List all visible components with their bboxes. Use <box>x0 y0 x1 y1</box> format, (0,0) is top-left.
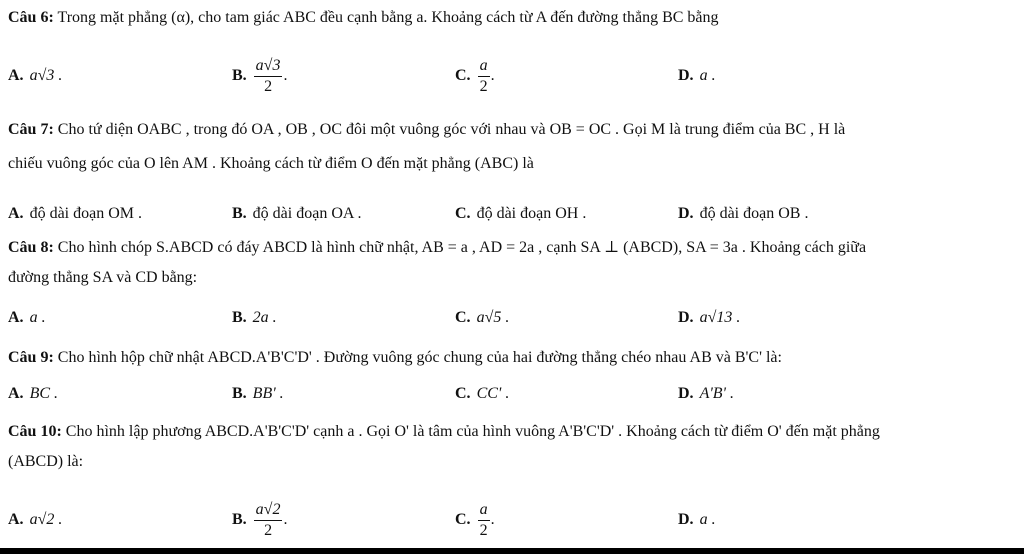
question-10-stem-line-2 <box>8 452 83 472</box>
question-9-options <box>8 374 1018 414</box>
question-10-option-b[interactable]: B. $\frac{a√2}{2}$ . <box>232 500 288 539</box>
question-8-label: Câu 8: <box>8 239 54 256</box>
question-6-text: Trong mặt phẳng (α), cho tam giác ABC đều cạnh bằng a. Khoảng cách từ A đến đường thẳng BC bằng <box>53 9 719 26</box>
question-7-option-c[interactable]: C. độ dài đoạn OH . <box>455 205 587 222</box>
question-7-options <box>8 194 1018 234</box>
question-8-option-a[interactable]: A. a . <box>8 309 46 326</box>
question-6-option-b[interactable]: B. $\frac{a√3}{2}$ . <box>232 56 288 95</box>
question-6-option-a[interactable]: A. a√3 . <box>8 67 63 84</box>
question-7-text-2: chiếu vuông góc của O lên AM . Khoảng cách từ điểm O đến mặt phẳng (ABC) là <box>8 155 534 172</box>
question-7-label: Câu 7: <box>8 121 54 138</box>
fraction: $\frac{a√3}{2}$ <box>255 56 281 95</box>
question-9-stem <box>8 348 782 368</box>
question-8-options <box>8 298 1018 338</box>
bottom-border <box>0 548 1024 554</box>
question-7-stem-line-2 <box>8 154 534 174</box>
question-9-option-b[interactable]: B. BB' . <box>232 385 284 402</box>
question-9-option-c[interactable]: C. CC' . <box>455 385 510 402</box>
question-9-text: Cho hình hộp chữ nhật ABCD.A'B'C'D' . Đường vuông góc chung của hai đường thẳng chéo nhau AB và B'C' là: <box>53 349 782 366</box>
question-8-stem-line-2 <box>8 268 197 288</box>
question-10-option-a[interactable]: A. a√2 . <box>8 511 63 528</box>
question-9-option-d[interactable]: D. A'B' . <box>678 385 734 402</box>
question-8-option-d[interactable]: D. a√13 . <box>678 309 741 326</box>
fraction: $\frac{a}{2}$ <box>479 56 488 95</box>
question-9-option-a[interactable]: A. BC . <box>8 385 59 402</box>
question-6-label: Câu 6: <box>8 9 54 26</box>
question-7-stem-line-1 <box>8 120 845 140</box>
question-6-options <box>8 56 1018 96</box>
question-6-option-c[interactable]: C. $\frac{a}{2}$ . <box>455 56 495 95</box>
question-10-text-1: Cho hình lập phương ABCD.A'B'C'D' cạnh a . Gọi O' là tâm của hình vuông A'B'C'D' . Khoảng cách từ điểm O' đến mặt phẳng <box>61 423 880 440</box>
question-8-option-b[interactable]: B. 2a . <box>232 309 277 326</box>
question-6-option-d[interactable]: D. a . <box>678 67 716 84</box>
question-10-options <box>8 500 1018 540</box>
question-8-text-2: đường thẳng SA và CD bằng: <box>8 269 198 286</box>
fraction: $\frac{a}{2}$ <box>479 500 488 539</box>
question-7-option-b[interactable]: B. độ dài đoạn OA . <box>232 205 362 222</box>
question-8-option-c[interactable]: C. a√5 . <box>455 309 510 326</box>
question-10-option-c[interactable]: C. $\frac{a}{2}$ . <box>455 500 495 539</box>
question-8-stem-line-1 <box>8 238 866 258</box>
fraction: $\frac{a√2}{2}$ <box>255 500 281 539</box>
question-7-text-1: Cho tứ diện OABC , trong đó OA , OB , OC đôi một vuông góc với nhau và OB = OC . Gọi M là trung điểm của BC , H là <box>53 121 846 138</box>
question-10-stem-line-1 <box>8 422 880 442</box>
question-10-text-2: (ABCD) là: <box>8 453 84 470</box>
question-10-label: Câu 10: <box>8 423 62 440</box>
question-7-option-a[interactable]: A. độ dài đoạn OM . <box>8 205 142 222</box>
question-7-option-d[interactable]: D. độ dài đoạn OB . <box>678 205 809 222</box>
question-8-text-1: Cho hình chóp S.ABCD có đáy ABCD là hình chữ nhật, AB = a , AD = 2a , cạnh SA ⊥ (ABCD), SA = 3a . Khoảng cách giữa <box>53 239 867 256</box>
question-10-option-d[interactable]: D. a . <box>678 511 716 528</box>
question-9-label: Câu 9: <box>8 349 54 366</box>
question-6-stem <box>8 8 719 28</box>
